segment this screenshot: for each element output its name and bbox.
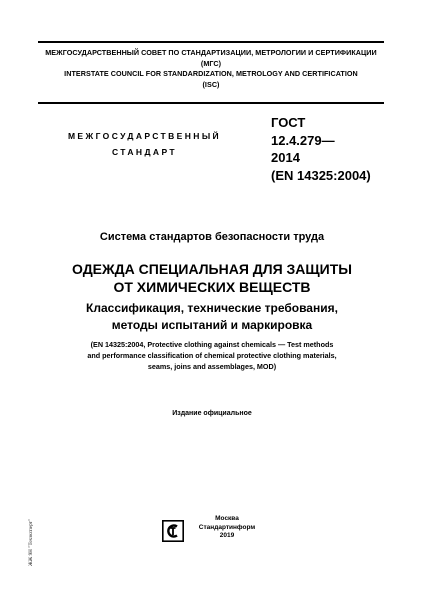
en-reference-line3: seams, joins and assemblages, MOD) <box>147 362 277 371</box>
gost-designation <box>271 114 411 184</box>
publisher-name: Стандартинформ <box>198 523 256 531</box>
side-stamp: ЖЖ 9Н "Техэксперт" <box>28 519 34 566</box>
standard-type-line1: МЕЖГОСУДАРСТВЕННЫЙ <box>67 131 222 141</box>
publisher-year: 2019 <box>219 532 235 539</box>
en-reference-line1: (EN 14325:2004, Protective clothing against chemicals — Test methods <box>90 340 334 349</box>
standard-type-line2: СТАНДАРТ <box>111 147 177 157</box>
subtitle-line1: Классификация, технические требования, <box>86 301 338 315</box>
publisher-city: Москва <box>215 515 239 522</box>
publisher-info <box>192 515 262 541</box>
council-header <box>38 41 384 104</box>
standard-type-label <box>52 128 237 160</box>
gost-year: 2014 <box>271 150 300 165</box>
main-title-line1: ОДЕЖДА СПЕЦИАЛЬНАЯ ДЛЯ ЗАЩИТЫ <box>72 261 352 277</box>
en-reference-note <box>20 339 404 372</box>
gost-en-equivalent: (EN 14325:2004) <box>271 167 371 183</box>
standartinform-logo-icon <box>162 520 184 542</box>
council-abbr-ru: (МГС) <box>200 58 222 68</box>
subtitle <box>20 300 404 333</box>
en-reference-line2: and performance classification of chemical protective clothing materials, <box>87 351 337 360</box>
council-name-en: INTERSTATE COUNCIL FOR STANDARDIZATION, METROLOGY AND CERTIFICATION <box>64 69 358 78</box>
council-abbr-en: (ISC) <box>202 79 220 89</box>
main-title <box>20 260 404 296</box>
gost-label: ГОСТ <box>271 115 306 130</box>
edition-label: Издание официальное <box>172 410 252 417</box>
council-name-ru: МЕЖГОСУДАРСТВЕННЫЙ СОВЕТ ПО СТАНДАРТИЗАЦИИ, МЕТРОЛОГИИ И СЕРТИФИКАЦИИ <box>45 48 377 57</box>
gost-number: 12.4.279— <box>271 132 335 148</box>
subtitle-line2: методы испытаний и маркировка <box>111 317 313 332</box>
main-title-line2: ОТ ХИМИЧЕСКИХ ВЕЩЕСТВ <box>113 279 311 295</box>
system-title: Система стандартов безопасности труда <box>99 231 325 243</box>
